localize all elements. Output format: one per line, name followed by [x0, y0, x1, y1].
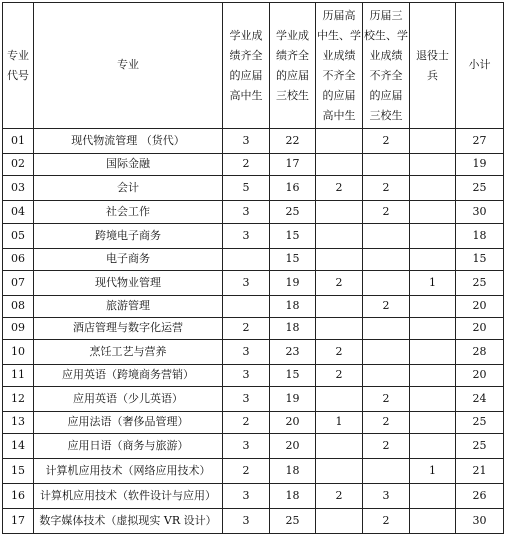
cell-total: 26: [456, 484, 504, 509]
cell-incomplete-vocational: [363, 365, 410, 387]
cell-incomplete-grads: [316, 129, 363, 154]
cell-incomplete-vocational: 2: [363, 387, 410, 412]
cell-total: 28: [456, 340, 504, 365]
cell-veterans: [410, 434, 456, 459]
cell-complete-vocational: 16: [270, 176, 316, 201]
cell-total: 25: [456, 271, 504, 296]
cell-incomplete-vocational: [363, 224, 410, 249]
cell-incomplete-grads: [316, 387, 363, 412]
cell-major: 计算机应用技术（软件设计与应用）: [34, 484, 223, 509]
table-row: [3, 249, 504, 271]
cell-total: 20: [456, 365, 504, 387]
cell-incomplete-vocational: 2: [363, 434, 410, 459]
table-row: [3, 154, 504, 176]
cell-incomplete-vocational: 3: [363, 484, 410, 509]
header-complete-grads: 学业成 绩齐全 的应届 高中生: [223, 3, 270, 129]
cell-incomplete-grads: [316, 154, 363, 176]
table-row: [3, 318, 504, 340]
header-code: 专业 代号: [3, 3, 34, 129]
cell-incomplete-vocational: [363, 340, 410, 365]
cell-veterans: [410, 365, 456, 387]
table-row: [3, 387, 504, 412]
cell-complete-vocational: 19: [270, 387, 316, 412]
cell-complete-vocational: 23: [270, 340, 316, 365]
cell-total: 25: [456, 176, 504, 201]
cell-code: 16: [3, 484, 34, 509]
cell-complete-grads: 3: [223, 387, 270, 412]
cell-complete-grads: 2: [223, 459, 270, 484]
cell-total: 15: [456, 249, 504, 271]
cell-incomplete-vocational: [363, 271, 410, 296]
cell-complete-grads: 2: [223, 154, 270, 176]
cell-complete-vocational: 18: [270, 318, 316, 340]
cell-major: 现代物流管理 （货代）: [34, 129, 223, 154]
cell-complete-vocational: 17: [270, 154, 316, 176]
cell-total: 25: [456, 434, 504, 459]
cell-major: 旅游管理: [34, 296, 223, 318]
cell-complete-grads: 3: [223, 129, 270, 154]
cell-veterans: [410, 484, 456, 509]
table-row: [3, 434, 504, 459]
cell-major: 酒店管理与数字化运营: [34, 318, 223, 340]
cell-veterans: [410, 249, 456, 271]
table-row: [3, 412, 504, 434]
cell-incomplete-grads: [316, 224, 363, 249]
cell-complete-grads: 2: [223, 412, 270, 434]
cell-major: 烹饪工艺与营养: [34, 340, 223, 365]
cell-code: 05: [3, 224, 34, 249]
cell-total: 30: [456, 509, 504, 534]
cell-complete-vocational: 15: [270, 224, 316, 249]
enrollment-table: [2, 2, 504, 534]
cell-code: 06: [3, 249, 34, 271]
cell-major: 计算机应用技术（网络应用技术）: [34, 459, 223, 484]
header-incomplete-vocational: 历届三 校生、学 业成绩 不齐全 的应届 三校生: [363, 3, 410, 129]
cell-code: 04: [3, 201, 34, 224]
cell-incomplete-vocational: [363, 318, 410, 340]
cell-total: 25: [456, 412, 504, 434]
table-row: [3, 365, 504, 387]
cell-total: 21: [456, 459, 504, 484]
cell-complete-vocational: 15: [270, 365, 316, 387]
cell-complete-grads: 3: [223, 224, 270, 249]
cell-code: 14: [3, 434, 34, 459]
table-row: [3, 224, 504, 249]
cell-code: 09: [3, 318, 34, 340]
cell-major: 国际金融: [34, 154, 223, 176]
table-row: [3, 176, 504, 201]
cell-complete-vocational: 18: [270, 296, 316, 318]
cell-complete-vocational: 15: [270, 249, 316, 271]
cell-complete-vocational: 22: [270, 129, 316, 154]
table-row: [3, 509, 504, 534]
cell-code: 11: [3, 365, 34, 387]
header-veterans: 退役士 兵: [410, 3, 456, 129]
cell-complete-grads: 5: [223, 176, 270, 201]
cell-veterans: [410, 154, 456, 176]
cell-incomplete-grads: [316, 296, 363, 318]
cell-veterans: [410, 509, 456, 534]
cell-incomplete-grads: [316, 459, 363, 484]
cell-major: 应用英语（跨境商务营销）: [34, 365, 223, 387]
cell-veterans: [410, 318, 456, 340]
cell-total: 27: [456, 129, 504, 154]
cell-incomplete-vocational: 2: [363, 296, 410, 318]
cell-code: 07: [3, 271, 34, 296]
header-total: 小计: [456, 3, 504, 129]
table-row: [3, 271, 504, 296]
cell-complete-grads: 3: [223, 434, 270, 459]
cell-code: 02: [3, 154, 34, 176]
cell-code: 15: [3, 459, 34, 484]
cell-code: 17: [3, 509, 34, 534]
cell-incomplete-vocational: [363, 154, 410, 176]
cell-complete-grads: 3: [223, 484, 270, 509]
table-row: [3, 340, 504, 365]
cell-complete-grads: 3: [223, 340, 270, 365]
cell-major: 数字媒体技术（虚拟现实 VR 设计）: [34, 509, 223, 534]
cell-complete-vocational: 20: [270, 412, 316, 434]
cell-incomplete-grads: [316, 509, 363, 534]
cell-code: 13: [3, 412, 34, 434]
table-row: [3, 201, 504, 224]
cell-total: 30: [456, 201, 504, 224]
cell-veterans: [410, 176, 456, 201]
cell-incomplete-grads: 2: [316, 484, 363, 509]
cell-veterans: [410, 224, 456, 249]
cell-veterans: [410, 296, 456, 318]
header-incomplete-grads: 历届高 中生、学 业成绩 不齐全 的应届 高中生: [316, 3, 363, 129]
cell-incomplete-grads: 1: [316, 412, 363, 434]
cell-veterans: [410, 387, 456, 412]
cell-major: 应用英语（少儿英语）: [34, 387, 223, 412]
cell-total: 20: [456, 318, 504, 340]
cell-incomplete-grads: [316, 434, 363, 459]
cell-veterans: [410, 129, 456, 154]
cell-complete-vocational: 25: [270, 509, 316, 534]
header-major: 专业: [34, 3, 223, 129]
cell-incomplete-grads: [316, 318, 363, 340]
cell-incomplete-grads: 2: [316, 271, 363, 296]
cell-code: 12: [3, 387, 34, 412]
cell-veterans: [410, 412, 456, 434]
cell-incomplete-grads: 2: [316, 176, 363, 201]
cell-incomplete-vocational: 2: [363, 509, 410, 534]
cell-total: 20: [456, 296, 504, 318]
cell-complete-vocational: 18: [270, 459, 316, 484]
cell-veterans: 1: [410, 459, 456, 484]
cell-code: 08: [3, 296, 34, 318]
cell-incomplete-vocational: 2: [363, 412, 410, 434]
table-row: [3, 129, 504, 154]
cell-incomplete-vocational: [363, 459, 410, 484]
cell-total: 19: [456, 154, 504, 176]
table-row: [3, 484, 504, 509]
cell-complete-vocational: 25: [270, 201, 316, 224]
cell-major: 电子商务: [34, 249, 223, 271]
cell-code: 10: [3, 340, 34, 365]
cell-complete-grads: [223, 249, 270, 271]
cell-major: 应用法语（奢侈品管理）: [34, 412, 223, 434]
cell-complete-vocational: 18: [270, 484, 316, 509]
cell-complete-vocational: 20: [270, 434, 316, 459]
cell-complete-grads: [223, 296, 270, 318]
cell-incomplete-grads: [316, 201, 363, 224]
cell-major: 会计: [34, 176, 223, 201]
cell-veterans: [410, 201, 456, 224]
cell-major: 社会工作: [34, 201, 223, 224]
cell-major: 应用日语（商务与旅游）: [34, 434, 223, 459]
cell-incomplete-vocational: [363, 249, 410, 271]
cell-major: 跨境电子商务: [34, 224, 223, 249]
cell-incomplete-grads: 2: [316, 340, 363, 365]
cell-complete-vocational: 19: [270, 271, 316, 296]
header-complete-vocational: 学业成 绩齐全 的应届 三校生: [270, 3, 316, 129]
table-body: [3, 129, 504, 534]
cell-incomplete-vocational: 2: [363, 201, 410, 224]
table-row: [3, 459, 504, 484]
cell-incomplete-vocational: 2: [363, 129, 410, 154]
cell-complete-grads: 3: [223, 365, 270, 387]
cell-veterans: [410, 340, 456, 365]
cell-incomplete-grads: 2: [316, 365, 363, 387]
cell-complete-grads: 3: [223, 271, 270, 296]
cell-incomplete-grads: [316, 249, 363, 271]
cell-code: 03: [3, 176, 34, 201]
table-row: [3, 296, 504, 318]
cell-total: 24: [456, 387, 504, 412]
cell-code: 01: [3, 129, 34, 154]
cell-veterans: 1: [410, 271, 456, 296]
header-row: [3, 3, 504, 129]
cell-total: 18: [456, 224, 504, 249]
cell-incomplete-vocational: 2: [363, 176, 410, 201]
cell-major: 现代物业管理: [34, 271, 223, 296]
cell-complete-grads: 3: [223, 509, 270, 534]
cell-complete-grads: 2: [223, 318, 270, 340]
cell-complete-grads: 3: [223, 201, 270, 224]
